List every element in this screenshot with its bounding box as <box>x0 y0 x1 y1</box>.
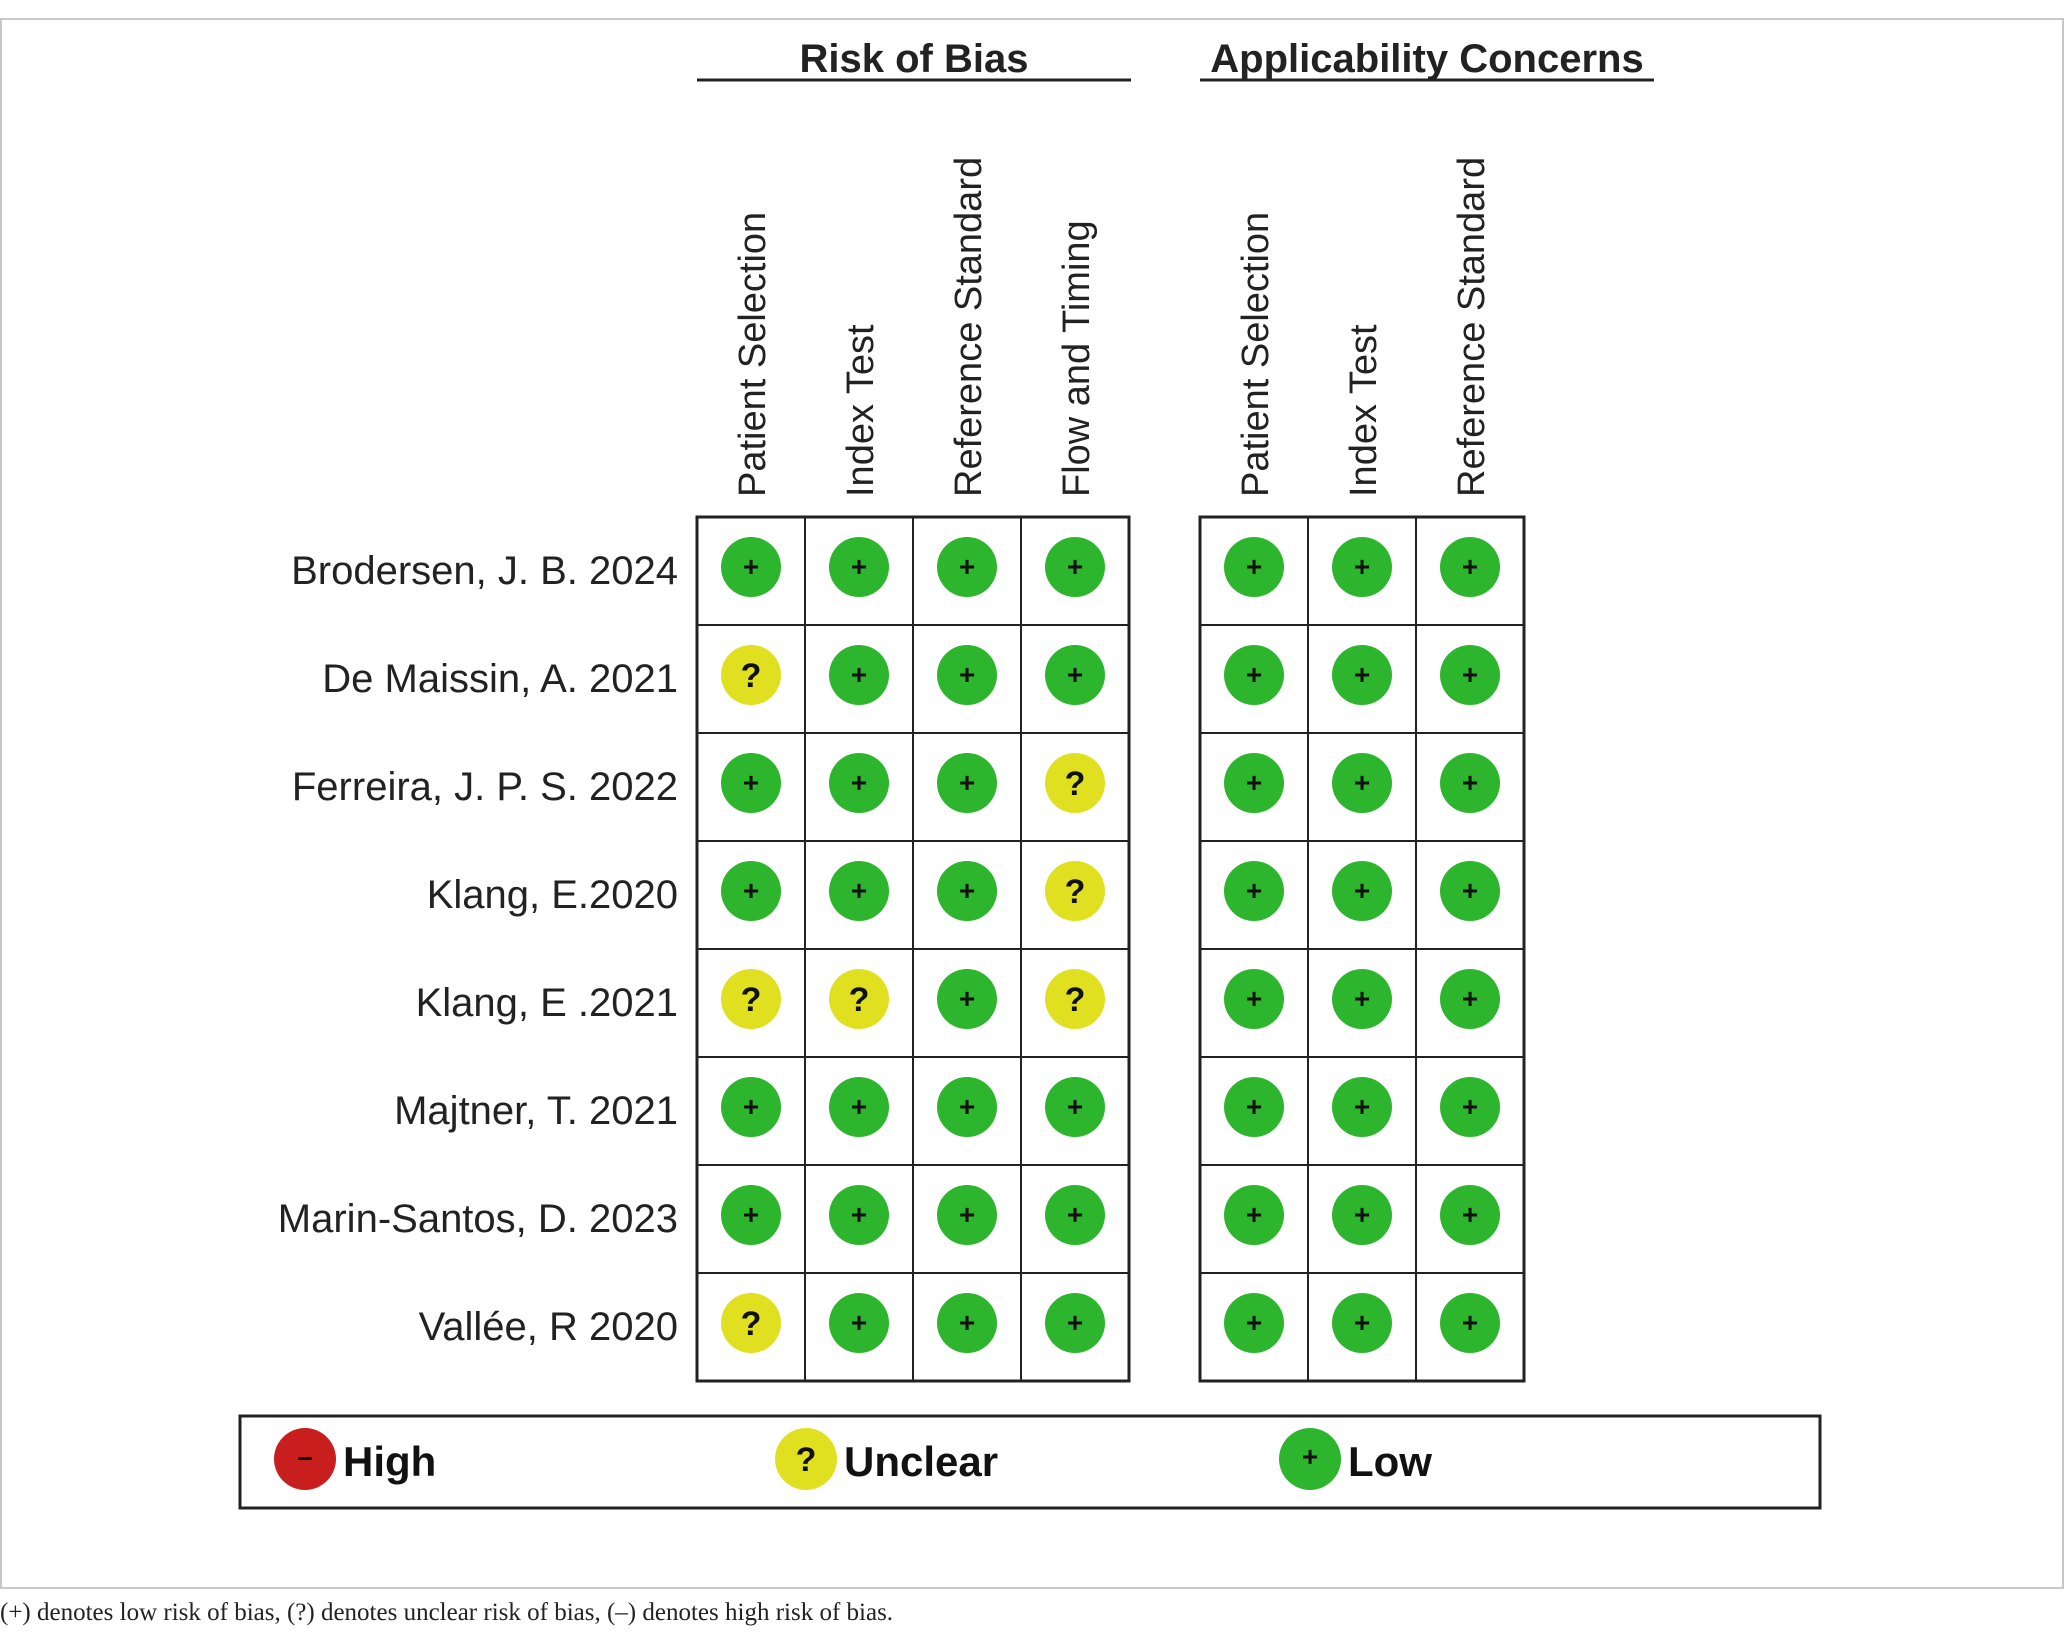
risk-cell-low-symbol: + <box>850 1091 868 1122</box>
risk-cell-low-symbol: + <box>742 1199 760 1230</box>
risk-cell-low-symbol: + <box>742 767 760 798</box>
risk-cell-low-symbol: + <box>958 1199 976 1230</box>
figure-caption: (+) denotes low risk of bias, (?) denotes unclear risk of bias, (–) denotes high risk of bias. <box>0 1599 894 1626</box>
study-label: De Maissin, A. 2021 <box>322 657 678 701</box>
risk-cell-low-symbol: + <box>742 1091 760 1122</box>
risk-cell-low-symbol: + <box>958 1307 976 1338</box>
risk-cell-unclear-symbol: ? <box>848 981 870 1019</box>
legend-high-symbol: – <box>297 1441 313 1472</box>
column-header: Reference Standard <box>1451 156 1493 497</box>
risk-cell-low-symbol: + <box>958 983 976 1014</box>
applicability-cell-low-symbol: + <box>1461 551 1479 582</box>
applicability-cell-low-symbol: + <box>1245 767 1263 798</box>
column-header: Index Test <box>1343 324 1385 497</box>
study-label: Klang, E .2021 <box>415 981 678 1025</box>
study-label: Brodersen, J. B. 2024 <box>291 549 678 593</box>
applicability-cell-low-symbol: + <box>1461 1199 1479 1230</box>
risk-cell-low-symbol: + <box>958 767 976 798</box>
applicability-cell-low-symbol: + <box>1461 875 1479 906</box>
applicability-cell-low-symbol: + <box>1245 1307 1263 1338</box>
column-header: Flow and Timing <box>1056 220 1098 497</box>
risk-cell-low-symbol: + <box>1066 659 1084 690</box>
risk-cell-low-symbol: + <box>850 1307 868 1338</box>
applicability-cell-low-symbol: + <box>1461 659 1479 690</box>
applicability-cell-low-symbol: + <box>1245 1199 1263 1230</box>
study-label: Klang, E.2020 <box>426 873 678 917</box>
risk-cell-low-symbol: + <box>850 551 868 582</box>
group-header-applicability-concerns: Applicability Concerns <box>1210 37 1644 81</box>
risk-cell-unclear-symbol: ? <box>1064 981 1086 1019</box>
applicability-cell-low-symbol: + <box>1353 983 1371 1014</box>
risk-cell-low-symbol: + <box>958 551 976 582</box>
applicability-cell-low-symbol: + <box>1353 1199 1371 1230</box>
legend-unclear-symbol: ? <box>795 1441 817 1479</box>
column-header: Reference Standard <box>948 156 990 497</box>
legend-unclear-label: Unclear <box>844 1438 999 1485</box>
risk-cell-low-symbol: + <box>1066 1307 1084 1338</box>
risk-cell-unclear-symbol: ? <box>740 1305 762 1343</box>
risk-cell-unclear-symbol: ? <box>1064 765 1086 803</box>
applicability-cell-low-symbol: + <box>1245 875 1263 906</box>
group-header-risk-of-bias: Risk of Bias <box>799 37 1029 81</box>
risk-cell-unclear-symbol: ? <box>1064 873 1086 911</box>
legend-low-symbol: + <box>1301 1441 1319 1472</box>
risk-cell-low-symbol: + <box>1066 551 1084 582</box>
applicability-cell-low-symbol: + <box>1245 983 1263 1014</box>
applicability-cell-low-symbol: + <box>1461 1307 1479 1338</box>
applicability-cell-low-symbol: + <box>1353 767 1371 798</box>
column-header: Index Test <box>840 324 882 497</box>
applicability-cell-low-symbol: + <box>1245 659 1263 690</box>
legend-low-label: Low <box>1348 1438 1432 1485</box>
risk-cell-low-symbol: + <box>1066 1199 1084 1230</box>
applicability-cell-low-symbol: + <box>1353 551 1371 582</box>
applicability-cell-low-symbol: + <box>1245 1091 1263 1122</box>
risk-cell-low-symbol: + <box>850 875 868 906</box>
column-header: Patient Selection <box>1235 211 1277 497</box>
study-label: Marin-Santos, D. 2023 <box>277 1197 678 1241</box>
study-label: Majtner, T. 2021 <box>394 1089 678 1133</box>
applicability-cell-low-symbol: + <box>1461 983 1479 1014</box>
risk-cell-unclear-symbol: ? <box>740 981 762 1019</box>
risk-cell-low-symbol: + <box>850 1199 868 1230</box>
study-label: Ferreira, J. P. S. 2022 <box>291 765 678 809</box>
risk-cell-low-symbol: + <box>850 659 868 690</box>
applicability-cell-low-symbol: + <box>1353 659 1371 690</box>
applicability-cell-low-symbol: + <box>1353 875 1371 906</box>
applicability-cell-low-symbol: + <box>1353 1307 1371 1338</box>
risk-cell-low-symbol: + <box>958 1091 976 1122</box>
applicability-cell-low-symbol: + <box>1353 1091 1371 1122</box>
legend-box <box>240 1416 1820 1508</box>
risk-cell-low-symbol: + <box>742 875 760 906</box>
study-label: Vallée, R 2020 <box>418 1305 678 1349</box>
applicability-cell-low-symbol: + <box>1245 551 1263 582</box>
risk-cell-low-symbol: + <box>958 875 976 906</box>
column-header: Patient Selection <box>732 211 774 497</box>
risk-cell-low-symbol: + <box>742 551 760 582</box>
risk-cell-low-symbol: + <box>1066 1091 1084 1122</box>
risk-cell-low-symbol: + <box>850 767 868 798</box>
applicability-cell-low-symbol: + <box>1461 767 1479 798</box>
risk-cell-unclear-symbol: ? <box>740 657 762 695</box>
legend-high-label: High <box>343 1438 437 1485</box>
applicability-cell-low-symbol: + <box>1461 1091 1479 1122</box>
risk-cell-low-symbol: + <box>958 659 976 690</box>
